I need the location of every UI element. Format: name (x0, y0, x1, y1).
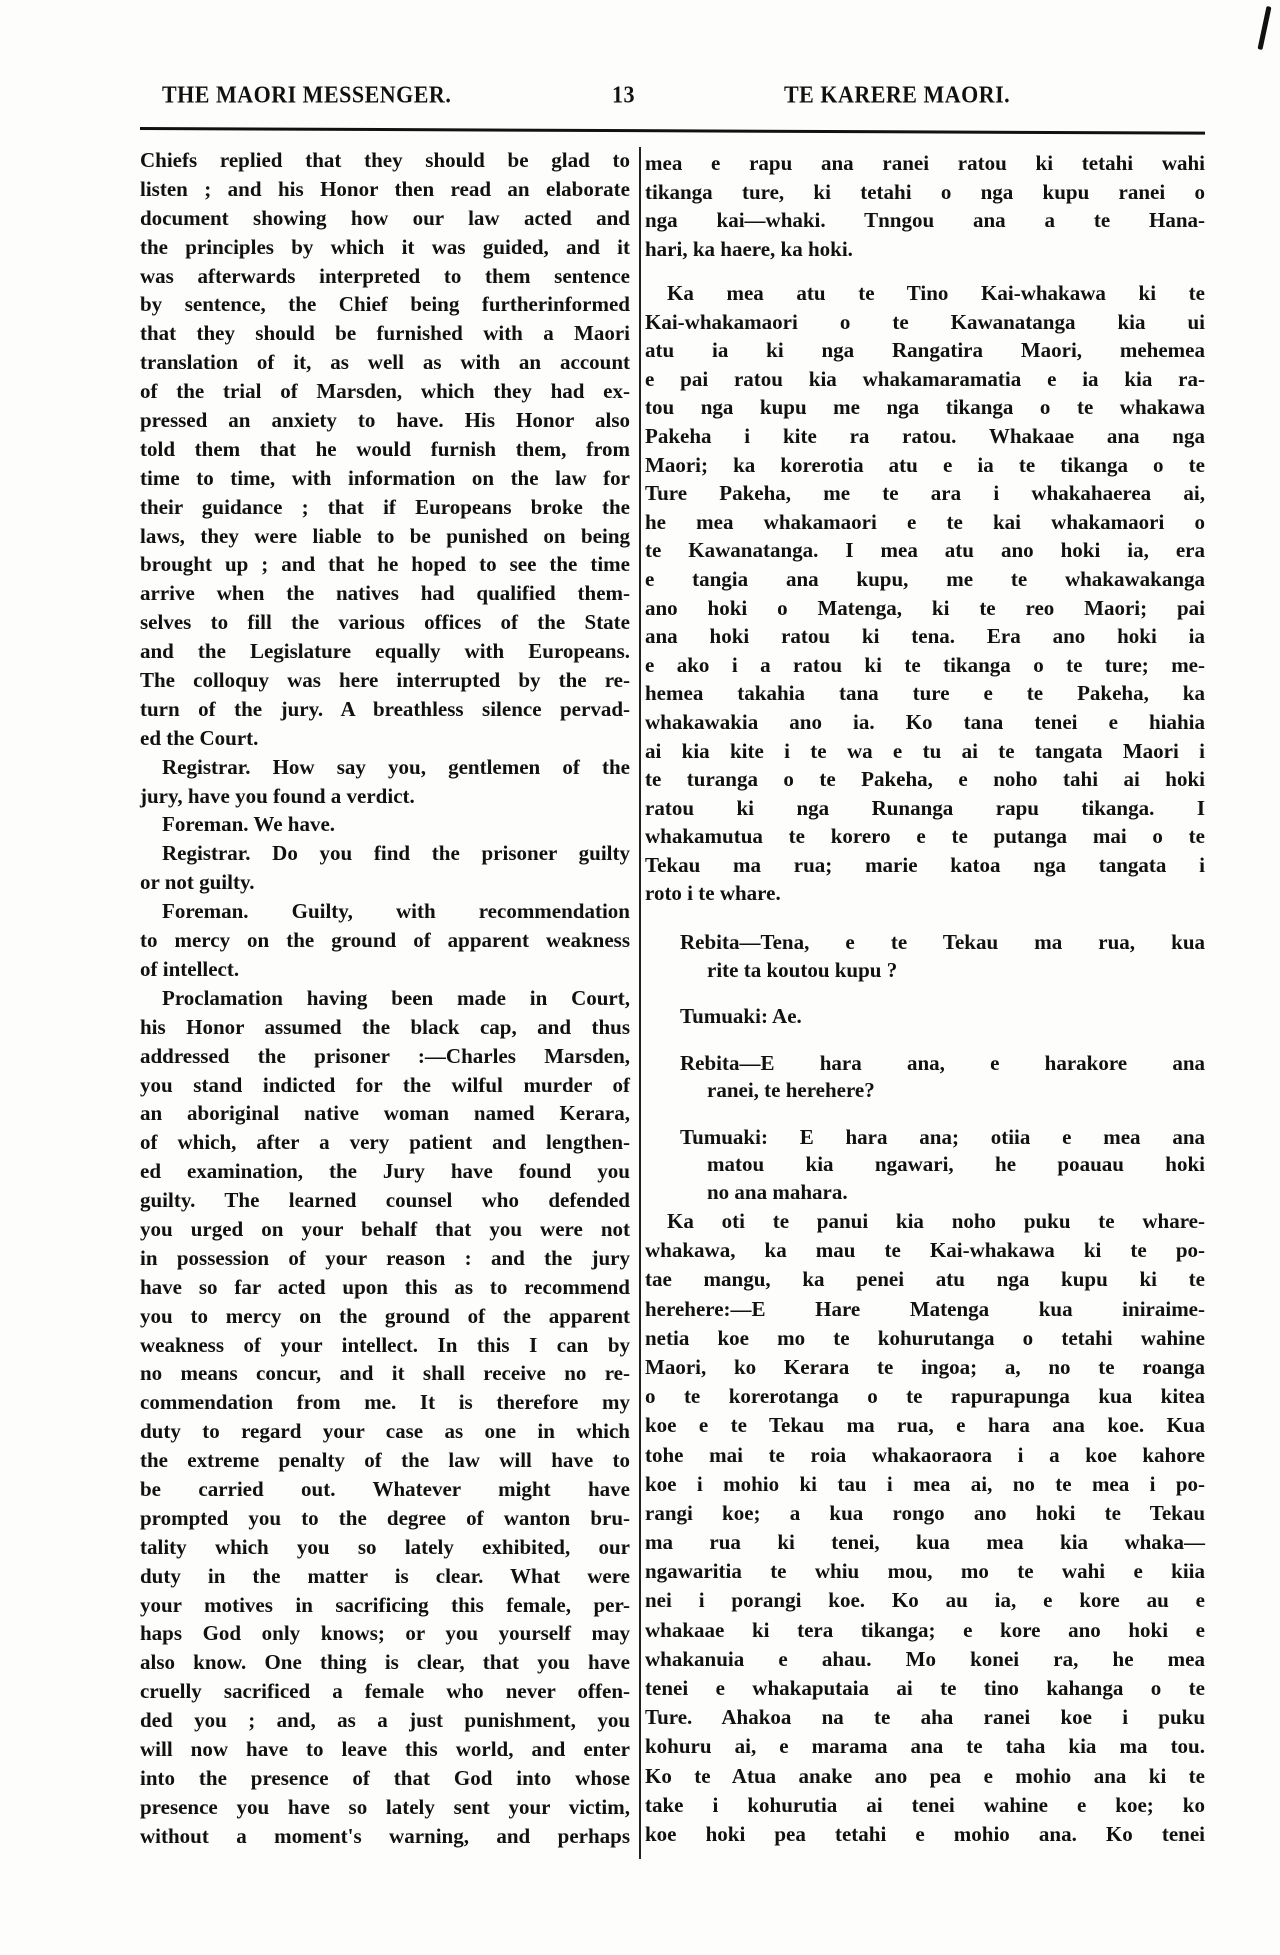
masthead-english-title: THE MAORI MESSENGER. (162, 80, 452, 109)
text-line: herehere:—E Hare Matenga kua iniraime- (645, 1296, 1205, 1321)
text-line: ratou ki nga Runanga rapu tikanga. I (645, 795, 1205, 820)
text-line: roto i te whare. (645, 881, 781, 906)
text-line: ma rua ki tenei, kua mea kia whaka— (645, 1530, 1205, 1555)
text-line: the extreme penalty of the law will have to (140, 1448, 630, 1473)
text-line: koe i mohio ki tau i mea ai, no te mea i po- (645, 1471, 1205, 1496)
paragraph (140, 897, 630, 984)
text-line: listen ; and his Honor then read an elaborate (140, 176, 630, 201)
text-line: koe hoki pea tetahi e mohio ana. Ko tenei (645, 1821, 1205, 1846)
text-line: in possession of your reason : and the jury (140, 1245, 630, 1270)
text-line: Ture Pakeha, me te ara i whakahaerea ai, (645, 481, 1205, 506)
paragraph (645, 149, 1205, 263)
text-line: that they should be furnished with a Maori (140, 321, 630, 346)
text-line: whakanuia e ahau. Mo konei ra, he mea (645, 1646, 1205, 1671)
text-line: to mercy on the ground of apparent weakness (140, 928, 630, 953)
text-line: Ko te Atua anake ano pea e mohio ana ki te (645, 1763, 1205, 1788)
paragraph (140, 810, 630, 839)
text-line: hari, ka haere, ka hoki. (645, 236, 853, 261)
masthead-maori-title: TE KARERE MAORI. (784, 80, 1011, 109)
text-line: cruelly sacrificed a female who never offen- (140, 1679, 630, 1704)
text-line: he mea whakamaori e te kai whakamaori o (645, 509, 1205, 534)
text-line: guilty. The learned counsel who defended (140, 1188, 630, 1213)
maori-paragraph (645, 1207, 1205, 1849)
text-line: commendation from me. It is therefore my (140, 1390, 630, 1415)
text-line: Tumuaki: Ae. (680, 1004, 802, 1028)
column-divider (639, 147, 641, 1859)
text-line: ranei, te herehere? (707, 1078, 875, 1102)
paragraph (645, 279, 1205, 908)
text-line: whakawakia ano ia. Ko tana tenei e hiahia (645, 709, 1205, 734)
text-line: whakaae ki tera tikanga; e kore ano hoki e (645, 1617, 1205, 1642)
text-line: duty in the matter is clear. What were (140, 1563, 630, 1588)
text-line: ed the Court. (140, 725, 259, 750)
text-line: will now have to leave this world, and enter (140, 1736, 630, 1761)
text-line: jury, have you found a verdict. (140, 783, 415, 808)
text-line: or not guilty. (140, 870, 255, 895)
text-line: selves to fill the various offices of the State (140, 610, 630, 635)
maori-paragraph (645, 149, 1205, 263)
text-line: ana hoki ratou ki tena. Era ano hoki ia (645, 624, 1205, 649)
page-number: 13 (612, 80, 635, 109)
dialogue-entry (680, 1050, 1205, 1105)
text-line: tikanga ture, ki tetahi o nga kupu ranei o (645, 179, 1205, 204)
text-line: translation of it, as well as with an account (140, 350, 630, 375)
text-line: tou nga kupu me nga tikanga o te whakawa (645, 395, 1205, 420)
text-line: mea e rapu ana ranei ratou ki tetahi wahi (645, 151, 1205, 175)
maori-paragraph (645, 279, 1205, 908)
text-line: Tumuaki: E hara ana; otiia e mea ana (680, 1124, 1205, 1149)
dialogue-entry (680, 1003, 1205, 1031)
text-line: brought up ; and that he hoped to see the time (140, 552, 630, 577)
text-line: an aboriginal native woman named Kerara, (140, 1101, 630, 1126)
text-line: Registrar. How say you, gentlemen of the (162, 754, 630, 779)
text-line: Tekau ma rua; marie katoa nga tangata i (645, 852, 1205, 877)
text-line: ano hoki o Matenga, ki te reo Maori; pai (645, 595, 1205, 620)
text-line: take i kohurutia ai tenei wahine e koe; ko (645, 1792, 1205, 1817)
text-line: told them that he would furnish them, from (140, 436, 630, 461)
text-line: The colloquy was here interrupted by the re- (140, 668, 630, 693)
text-line: koe e te Tekau ma rua, e hara ana koe. Kua (645, 1413, 1205, 1438)
paragraph (140, 146, 630, 753)
text-line: by sentence, the Chief being furtherinformed (140, 292, 630, 317)
text-line: laws, they were liable to be punished on being (140, 523, 630, 548)
text-line: rite ta koutou kupu ? (707, 957, 898, 982)
text-line: your motives in sacrificing this female, per- (140, 1592, 630, 1617)
english-column (140, 146, 630, 1851)
text-line: of intellect. (140, 956, 240, 981)
text-line: te Kawanatanga. I mea atu ano hoki ia, era (645, 538, 1205, 563)
text-line: kohuru ai, e marama ana te taha kia ma tou. (645, 1734, 1205, 1759)
text-line: e ako i a ratou ki te tikanga o te ture; me- (645, 652, 1205, 677)
text-line: presence you have so lately sent your victim, (140, 1794, 630, 1819)
text-line: e pai ratou kia whakamaramatia e ia kia ra- (645, 366, 1205, 391)
text-line: tae mangu, ka penei atu nga kupu ki te (645, 1267, 1205, 1292)
text-line: you stand indicted for the wilful murder of (140, 1072, 630, 1097)
text-line: prompted you to the degree of wanton bru- (140, 1505, 630, 1530)
text-line: of which, after a very patient and lengthen- (140, 1130, 630, 1155)
text-line: addressed the prisoner :—Charles Marsden, (140, 1043, 630, 1068)
text-line: have so far acted upon this as to recommend (140, 1274, 630, 1299)
text-line: no means concur, and it shall receive no re- (140, 1361, 630, 1386)
text-line: Rebita—Tena, e te Tekau ma rua, kua (680, 930, 1205, 954)
text-line: turn of the jury. A breathless silence pervad- (140, 696, 630, 721)
text-line: Pakeha i kite ra ratou. Whakaae ana nga (645, 423, 1205, 448)
text-line: netia koe mo te kohurutanga o tetahi wahine (645, 1325, 1205, 1350)
text-line: and the Legislature equally with Europeans. (140, 639, 630, 664)
text-line: time to time, with information on the law for (140, 465, 630, 490)
text-line: o te korerotanga o te rapurapunga kua kitea (645, 1384, 1205, 1409)
text-line: tality which you so lately exhibited, our (140, 1534, 630, 1559)
text-line: into the presence of that God into whose (140, 1765, 630, 1790)
text-line: of the trial of Marsden, which they had ex- (140, 379, 630, 404)
text-line: Kai-whakamaori o te Kawanatanga kia ui (645, 309, 1205, 334)
text-line: no ana mahara. (707, 1179, 848, 1204)
paragraph (645, 1207, 1205, 1849)
text-line: Foreman. Guilty, with recommendation (162, 899, 630, 924)
text-line: matou kia ngawari, he poauau hoki (707, 1152, 1205, 1176)
text-line: document showing how our law acted and (140, 205, 630, 230)
text-line: haps God only knows; or you yourself may (140, 1621, 630, 1646)
paragraph (140, 753, 630, 811)
text-line: you urged on your behalf that you were not (140, 1216, 630, 1241)
paragraph (140, 984, 630, 1851)
text-line: hemea takahia tana ture e te Pakeha, ka (645, 681, 1205, 706)
text-line: Ture. Ahakoa na te aha ranei koe i puku (645, 1705, 1205, 1730)
text-line: Rebita—E hara ana, e harakore ana (680, 1050, 1205, 1075)
paragraph (140, 839, 630, 897)
text-line: Registrar. Do you find the prisoner guilty (162, 841, 630, 866)
text-line: also know. One thing is clear, that you have (140, 1650, 630, 1675)
text-line: the principles by which it was guided, and it (140, 234, 630, 259)
text-line: tohe mai te roia whakaoraora i a koe kahore (645, 1442, 1205, 1467)
text-line: Maori; ka korerotia atu e ia te tikanga o te (645, 452, 1205, 477)
text-line: tenei e whakaputaia ai te tino kahanga o te (645, 1676, 1205, 1700)
text-line: nga kai—whaki. Tnngou ana a te Hana- (645, 208, 1205, 233)
text-line: Maori, ko Kerara te ingoa; a, no te roanga (645, 1354, 1205, 1379)
text-line: Chiefs replied that they should be glad to (140, 148, 630, 172)
text-line: Proclamation having been made in Court, (162, 985, 630, 1010)
text-line: ai kia kite i te wa e tu ai te tangata Maori i (645, 738, 1205, 763)
text-line: without a moment's warning, and perhaps (140, 1823, 630, 1848)
text-line: you to mercy on the ground of the apparent (140, 1303, 630, 1328)
text-line: his Honor assumed the black cap, and thus (140, 1014, 630, 1039)
text-line: Ka oti te panui kia noho puku te whare- (667, 1209, 1205, 1233)
text-line: ed examination, the Jury have found you (140, 1159, 630, 1184)
text-line: duty to regard your case as one in which (140, 1419, 630, 1444)
text-line: te turanga o te Pakeha, e noho tahi ai hoki (645, 767, 1205, 792)
text-line: rangi koe; a kua rongo ano hoki te Tekau (645, 1500, 1205, 1525)
text-line: their guidance ; that if Europeans broke the (140, 494, 630, 519)
dialogue-entry (680, 1124, 1205, 1207)
text-line: arrive when the natives had qualified them- (140, 581, 630, 606)
header-rule (140, 127, 1205, 135)
text-line: Foreman. We have. (162, 812, 336, 837)
text-line: pressed an anxiety to have. His Honor also (140, 408, 630, 433)
text-line: be carried out. Whatever might have (140, 1476, 630, 1501)
text-line: whakawa, ka mau te Kai-whakawa ki te po- (645, 1238, 1205, 1263)
handwritten-check-mark (1257, 6, 1271, 50)
text-line: atu ia ki nga Rangatira Maori, mehemea (645, 338, 1205, 363)
maori-dialogue (680, 929, 1205, 1225)
text-line: whakamutua te korero e te putanga mai o te (645, 824, 1205, 849)
text-line: ngawaritia te whiu mou, mo te wahi e kiia (645, 1559, 1205, 1584)
text-line: ded you ; and, as a just punishment, you (140, 1708, 630, 1733)
text-line: nei i porangi koe. Ko au ia, e kore au e (645, 1588, 1205, 1613)
text-line: was afterwards interpreted to them sentence (140, 263, 630, 288)
text-line: Ka mea atu te Tino Kai-whakawa ki te (667, 281, 1205, 305)
text-line: e tangia ana kupu, me te whakawakanga (645, 566, 1205, 591)
text-line: weakness of your intellect. In this I can by (140, 1332, 630, 1357)
dialogue-entry (680, 929, 1205, 984)
